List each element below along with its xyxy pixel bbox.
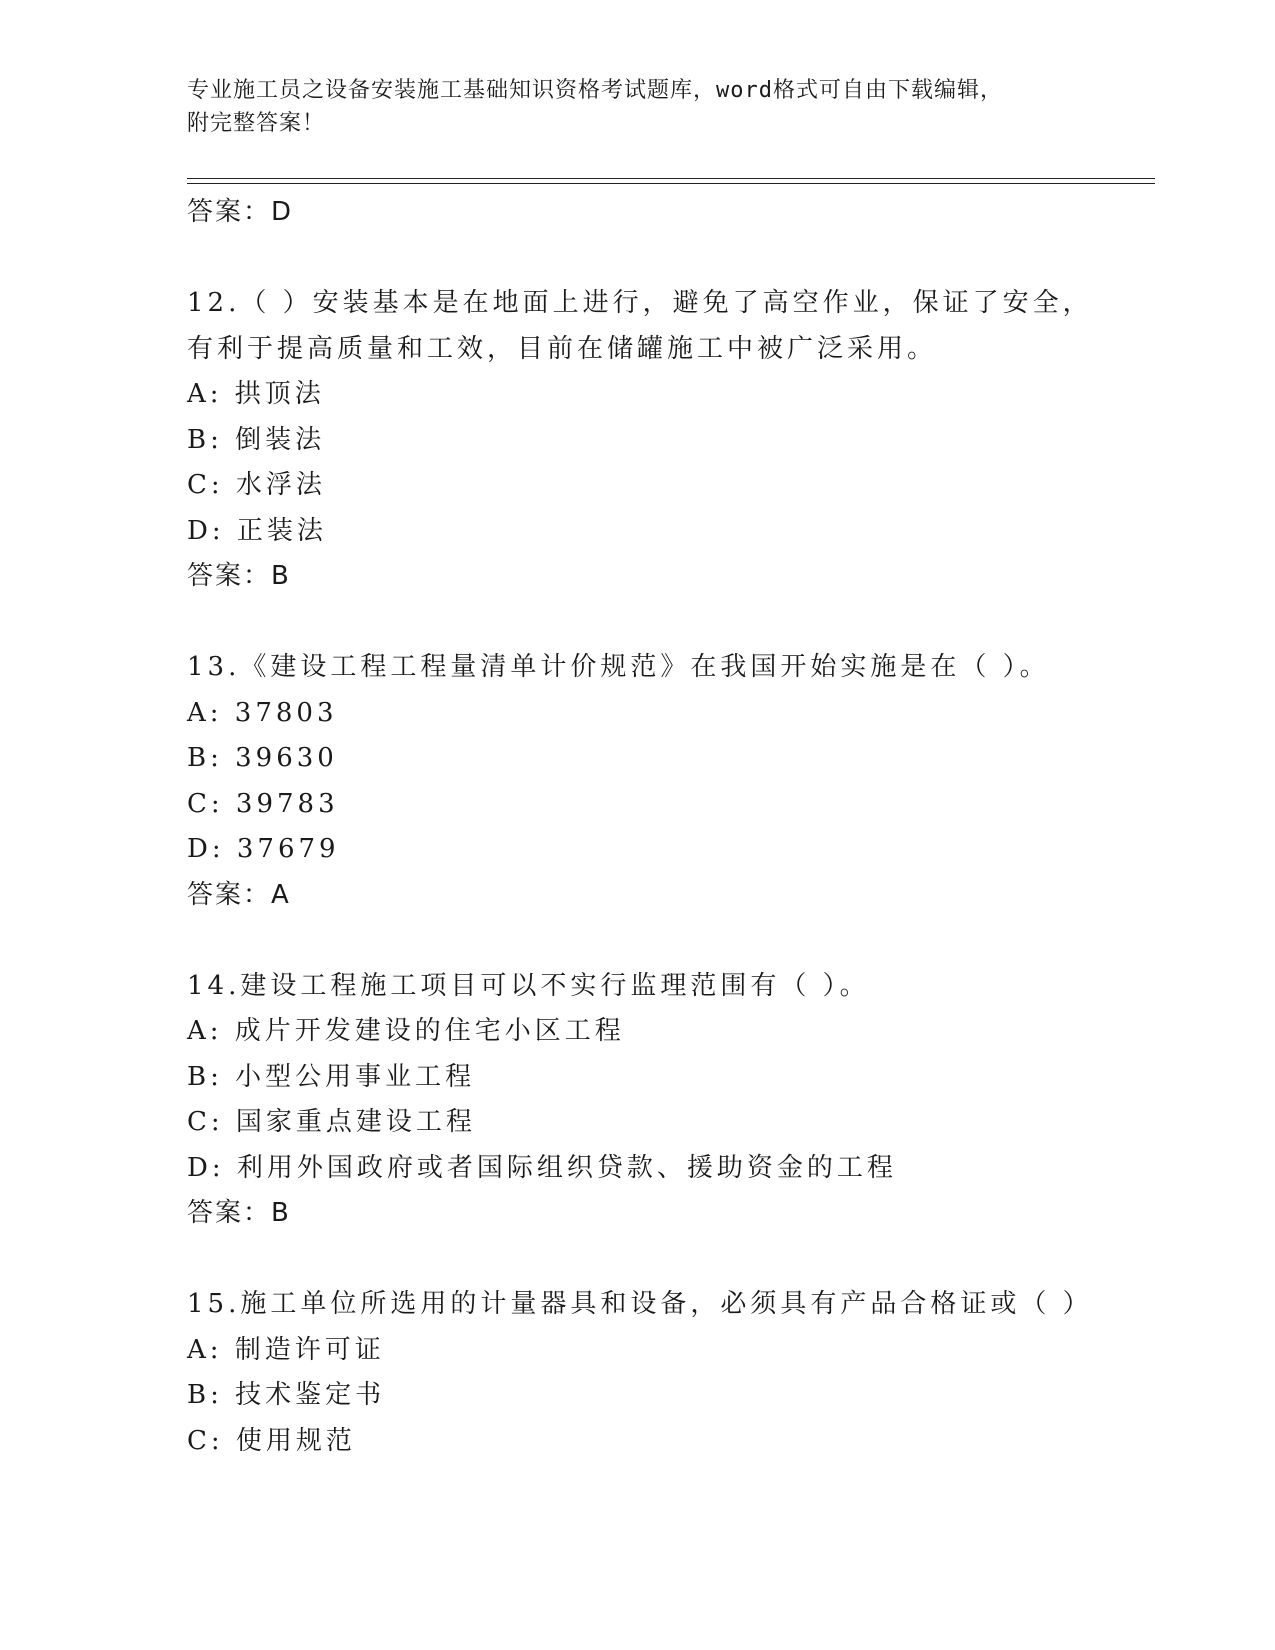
- header-rule-bottom: [187, 183, 1155, 184]
- spacer: [187, 236, 1127, 282]
- header-rule-top: [187, 178, 1155, 179]
- question-stem: 12.（ ）安装基本是在地面上进行，避免了高空作业，保证了安全，: [187, 288, 1093, 318]
- answer-line: 答案：B: [187, 1198, 291, 1228]
- question-12: [187, 281, 1127, 600]
- question-stem: 15.施工单位所选用的计量器具和设备，必须具有产品合格证或（ ）: [187, 1289, 1093, 1319]
- spacer: [187, 918, 1127, 964]
- question-stem: 13.《建设工程工程量清单计价规范》在我国开始实施是在（ ）。: [187, 652, 1050, 682]
- spacer: [187, 1237, 1127, 1283]
- option-c: C: 国家重点建设工程: [187, 1107, 476, 1137]
- option-c: C: 使用规范: [187, 1425, 356, 1456]
- option-a: A: 制造许可证: [187, 1334, 385, 1365]
- option-a: A: 37803: [187, 697, 338, 728]
- answer-line: 答案：D: [187, 197, 294, 227]
- question-15: [187, 1282, 1127, 1464]
- option-b: B: 技术鉴定书: [187, 1380, 386, 1410]
- page-header: [187, 74, 1087, 140]
- answer-line: 答案：B: [187, 561, 291, 591]
- header-line-2: 附完整答案！: [187, 111, 326, 136]
- option-c: C: 水浮法: [187, 470, 326, 500]
- question-stem: 14.建设工程施工项目可以不实行监理范围有（ ）。: [187, 970, 870, 1001]
- option-c: C: 39783: [187, 788, 339, 819]
- spacer: [187, 600, 1127, 646]
- question-list: [187, 190, 1127, 1464]
- option-b: B: 倒装法: [187, 424, 326, 455]
- question-13: [187, 645, 1127, 918]
- option-d: D: 37679: [187, 834, 340, 864]
- question-14: [187, 964, 1127, 1237]
- option-a: A: 成片开发建设的住宅小区工程: [187, 1016, 625, 1046]
- option-b: B: 39630: [187, 743, 338, 773]
- option-a: A: 拱顶法: [187, 379, 325, 409]
- option-b: B: 小型公用事业工程: [187, 1061, 476, 1092]
- answer-line: 答案：A: [187, 879, 291, 910]
- header-line-1: 专业施工员之设备安装施工基础知识资格考试题库，word格式可自由下载编辑，: [187, 78, 1003, 103]
- option-d: D: 正装法: [187, 515, 327, 546]
- option-d: D: 利用外国政府或者国际组织贷款、援助资金的工程: [187, 1152, 897, 1183]
- question-stem: 有利于提高质量和工效，目前在储罐施工中被广泛采用。: [187, 333, 938, 364]
